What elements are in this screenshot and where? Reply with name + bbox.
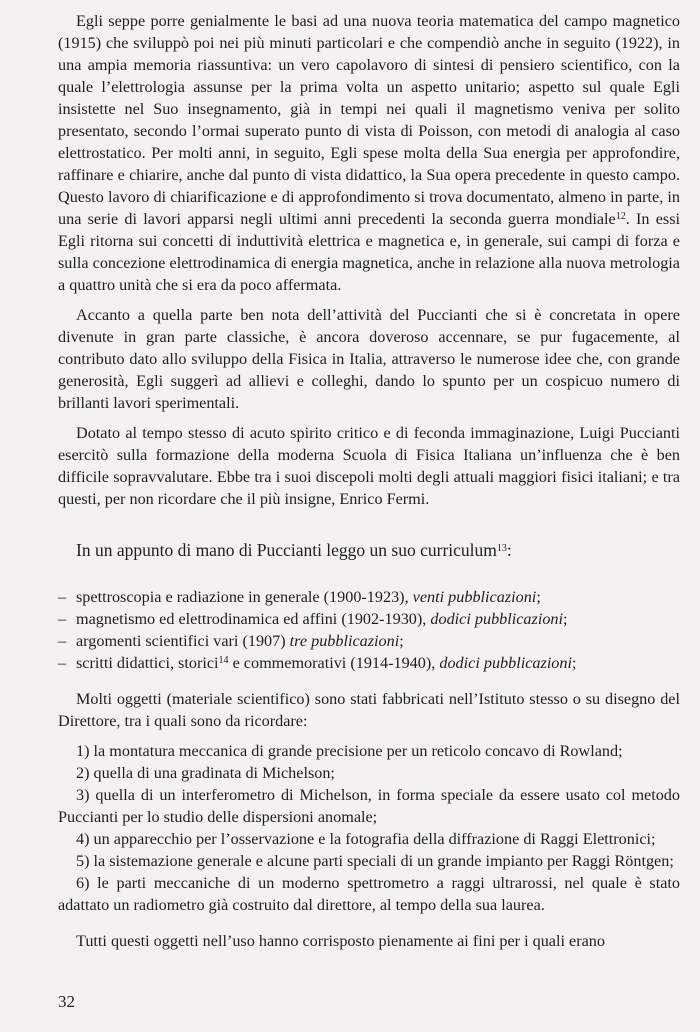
page-body (58, 10, 680, 952)
paragraph-school-of-physics: Dotato al tempo stesso di acuto spirito critico e di feconda immaginazione, Luigi Puccianti esercitò sulla formazione della moderna Scuola di Fisica Italiana un’influenza che è ben difficile sopravvalutare. Ebbe tra i suoi discepoli molti degli attuali maggiori fisici italiani; e tra questi, per non ricordare che il più insigne, Enrico Fermi. (58, 424, 680, 508)
paragraph-contributions: Accanto a quella parte ben nota dell’attività del Puccianti che si è concretata in opere divenute in gran parte classiche, è ancora doveroso accennare, se pur fugacemente, al contributo dato allo sviluppo della Fisica in Italia, attraverso le numerose idee che, con grande generosità, Egli suggerì ad allievi e colleghi, dando lo spunto per un cospicuo numero di brillanti lavori sperimentali. (58, 306, 680, 412)
curriculum-intro: In un appunto di mano di Puccianti leggo un suo curriculum$^{13}$: (76, 540, 512, 560)
paragraph-magnetic-theory: Egli seppe porre genialmente le basi ad una nuova teoria matematica del campo magnetico (1915) che sviluppò poi nei più minuti particolari e che compendiò anche in seguito (1922), in una ampia memoria riassuntiva: un vero capolavoro di sintesi di pensiero scientifico, con la quale l’elettrologia assunse per la prima volta un aspetto unitario; aspetto sul quale Egli insistette nel Suo insegnamento, già in tempi nei quali il magnetismo veniva per solito presentato, secondo l’ormai superato punto di vista di Poisson, con metodi di analogia al caso elettrostatico. Per molti anni, in seguito, Egli spese molta della Sua energia per approfondire, raffinare e chiarire, anche dal punto di vista didattico, la Sua opera precedente in questo campo. Questo lavoro di chiarificazione e di approfondimento si trova documentato, almeno in parte, in una serie di lavori apparsi negli ultimi anni precedenti la seconda guerra mondiale$^{12}$. In essi Egli ritorna sui concetti di induttività elettrica e magnetica e, in generale, sui campi di forza e sulla concezione elettrodinamica di energia magnetica, anche in relazione alla nuova metrologia a quattro unità che si era da poco affermata. (58, 12, 681, 294)
list-item: – magnetismo ed elettrodinamica ed affini (1902-1930), dodici pubblicazioni; (58, 610, 568, 628)
footnote-ref-12[interactable]: 12 (615, 211, 626, 222)
paragraph-closing: Tutti questi oggetti nell’uso hanno corrisposto pienamente ai fini per i quali erano (76, 932, 605, 950)
numbered-item-6: 6) le parti meccaniche di un moderno spettrometro a raggi ultrarossi, nel quale è stato adattato un radiometro già costruito dal direttore, al tempo della sua laurea. (58, 874, 680, 914)
list-item: – scritti didattici, storici$^{14}$ e commemorativi (1914-1940), dodici pubblicazioni; (58, 654, 577, 672)
numbered-item-1: 1) la montatura meccanica di grande precisione per un reticolo concavo di Rowland; (76, 742, 623, 760)
numbered-item-3: 3) quella di un interferometro di Michelson, in forma speciale da essere usato col metodo Puccianti per lo studio delle dispersioni anomale; (58, 786, 680, 826)
dash-bullet: – (58, 610, 67, 628)
numbered-item-2: 2) quella di una gradinata di Michelson; (76, 764, 335, 782)
footnote-ref-13[interactable]: 13 (496, 543, 507, 554)
numbered-item-5: 5) la sistemazione generale e alcune parti speciali di un grande impianto per Raggi Röntgen; (76, 852, 674, 870)
dash-bullet: – (58, 632, 67, 650)
page-number: 32 (58, 992, 75, 1011)
dash-bullet: – (58, 588, 67, 606)
curriculum-list (58, 586, 680, 674)
list-item: – spettroscopia e radiazione in generale (1900-1923), venti pubblicazioni; (58, 588, 541, 606)
list-item: – argomenti scientifici vari (1907) tre pubblicazioni; (58, 632, 404, 650)
numbered-item-4: 4) un apparecchio per l’osservazione e la fotografia della diffrazione di Raggi Elettronici; (76, 830, 656, 848)
paragraph-objects-intro: Molti oggetti (materiale scientifico) sono stati fabbricati nell’Istituto stesso o su disegno del Direttore, tra i quali sono da ricordare: (58, 690, 680, 730)
footnote-ref-14[interactable]: 14 (218, 655, 229, 666)
dash-bullet: – (58, 654, 67, 672)
